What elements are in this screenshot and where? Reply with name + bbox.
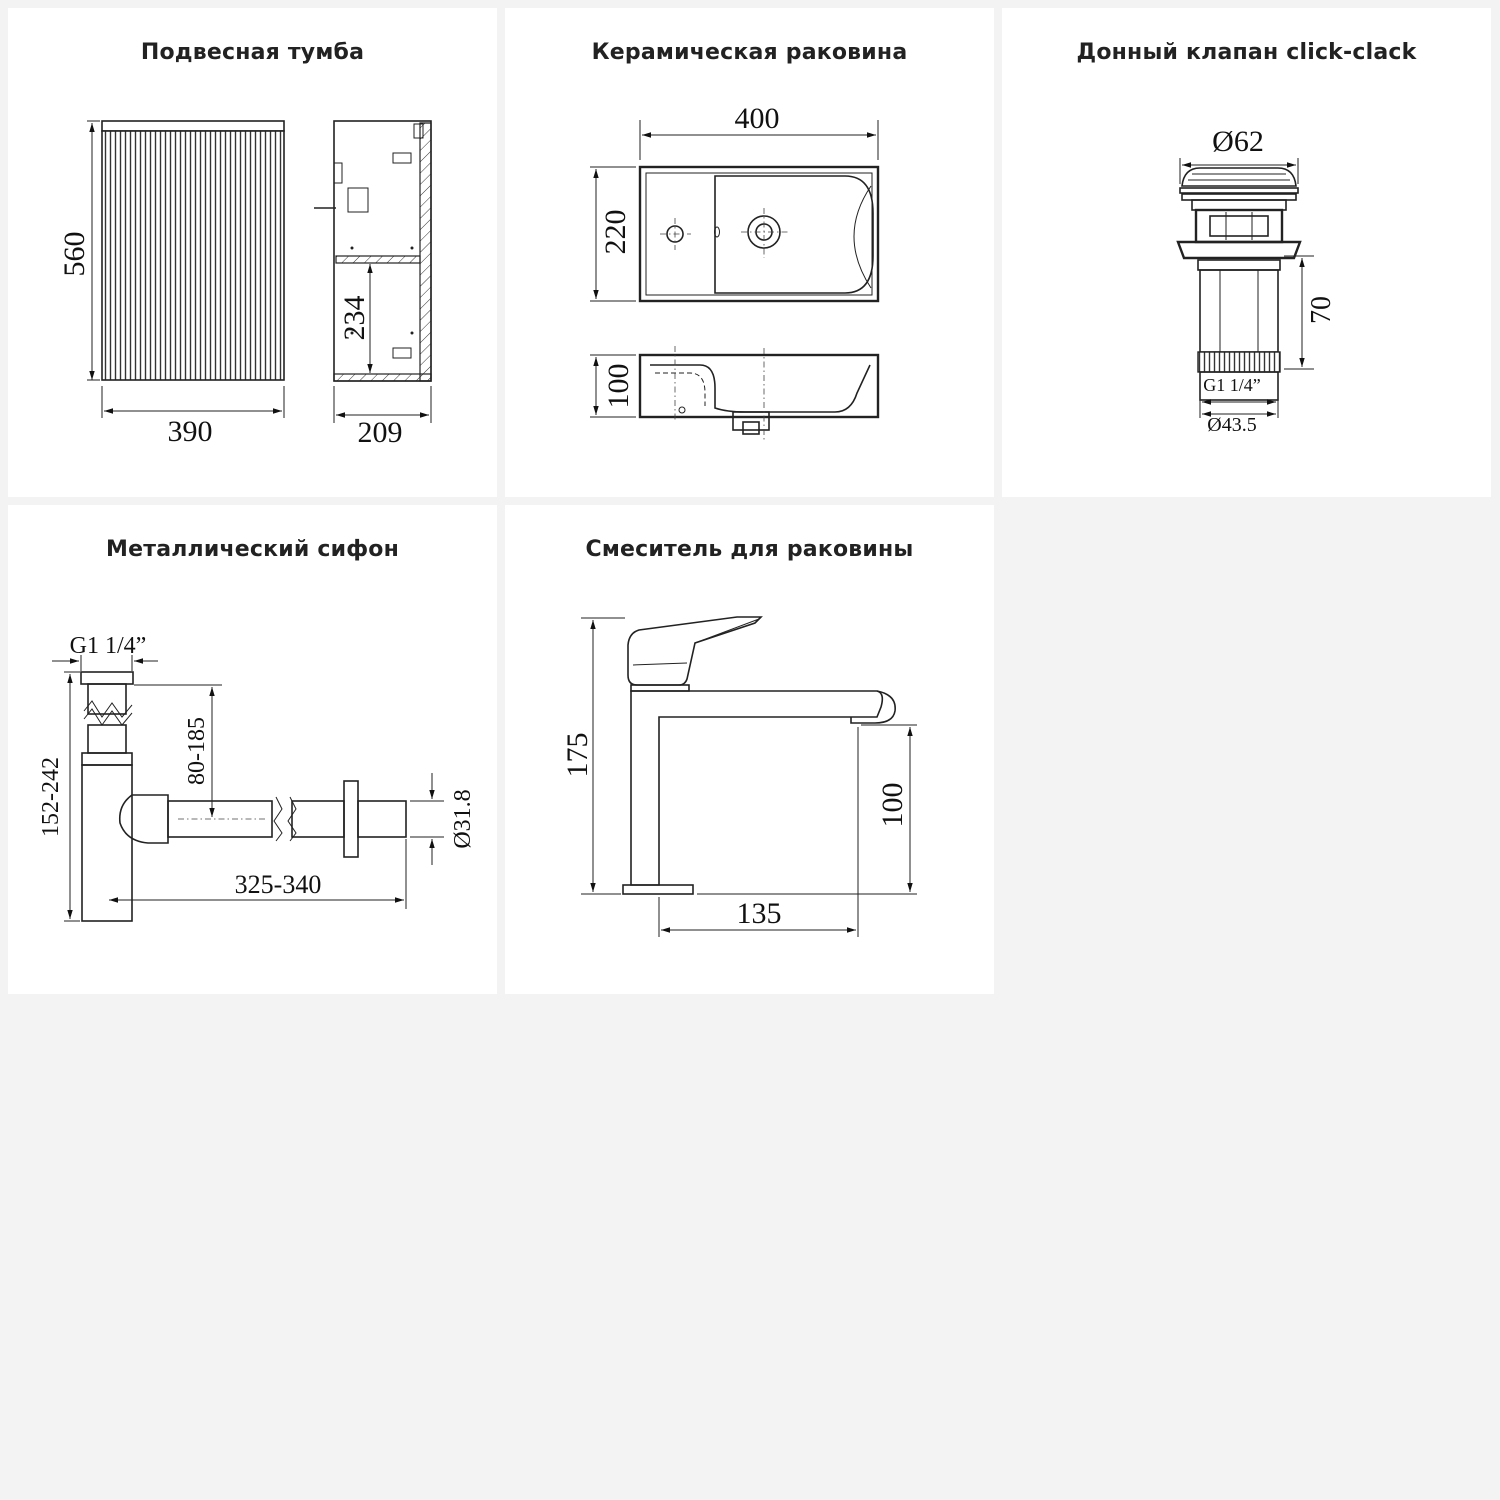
cabinet-drawing — [8, 8, 497, 497]
faucet-handle — [628, 617, 761, 685]
valve-body — [1200, 270, 1278, 352]
sink-depth-label: 220 — [599, 209, 632, 255]
cabinet-front — [102, 131, 284, 380]
cabinet-side — [334, 121, 431, 381]
outlet-diameter-label: Ø31.8 — [450, 789, 476, 849]
height-range-label: 80-185 — [184, 717, 210, 785]
sink-drawing — [505, 8, 994, 497]
faucet-body — [631, 691, 882, 885]
shelf-height-label: 234 — [338, 295, 371, 341]
thread-label: G1 1/4” — [1203, 375, 1261, 395]
siphon-nut — [81, 672, 133, 684]
cabinet-height-label: 560 — [58, 231, 91, 277]
panel-title: Подвесная тумба — [140, 40, 365, 65]
cabinet-width-label: 390 — [167, 415, 213, 448]
sink-bowl — [715, 176, 873, 293]
faucet-height-label: 175 — [561, 732, 594, 778]
cabinet-top — [102, 121, 284, 131]
panel-title: Металлический сифон — [106, 537, 399, 562]
valve-nut — [1196, 210, 1282, 242]
siphon-drawing — [8, 505, 497, 994]
faucet-drawing — [505, 505, 994, 994]
cap-diameter-label: Ø62 — [1212, 125, 1264, 158]
length-label: 70 — [1306, 296, 1337, 324]
panel-drain-valve — [1002, 8, 1491, 497]
panel-cabinet — [8, 8, 497, 497]
faucet-base — [623, 885, 693, 894]
panel-title: Керамическая раковина — [591, 40, 908, 65]
siphon-rosette — [344, 781, 358, 857]
total-height-label: 152-242 — [38, 757, 64, 837]
panel-sink — [505, 8, 994, 497]
sink-height-label: 100 — [602, 363, 635, 409]
valve-flange — [1178, 242, 1300, 258]
spout-height-label: 100 — [876, 782, 909, 828]
cabinet-shelf — [336, 256, 420, 263]
spout-reach-label: 135 — [736, 897, 782, 930]
length-range-label: 325-340 — [234, 870, 322, 899]
valve-thread — [1198, 352, 1280, 372]
drain-valve-drawing — [1002, 8, 1491, 497]
cabinet-depth-label: 209 — [357, 416, 403, 449]
panel-siphon — [8, 505, 497, 994]
valve-cap — [1182, 168, 1296, 186]
sink-width-label: 400 — [734, 102, 780, 135]
panel-title: Смеситель для раковины — [585, 537, 914, 562]
siphon-thread-label: G1 1/4” — [69, 633, 147, 659]
body-diameter-label: Ø43.5 — [1207, 414, 1257, 436]
siphon-body — [82, 765, 132, 921]
panel-title: Донный клапан click-clack — [1076, 40, 1417, 65]
panel-faucet — [505, 505, 994, 994]
